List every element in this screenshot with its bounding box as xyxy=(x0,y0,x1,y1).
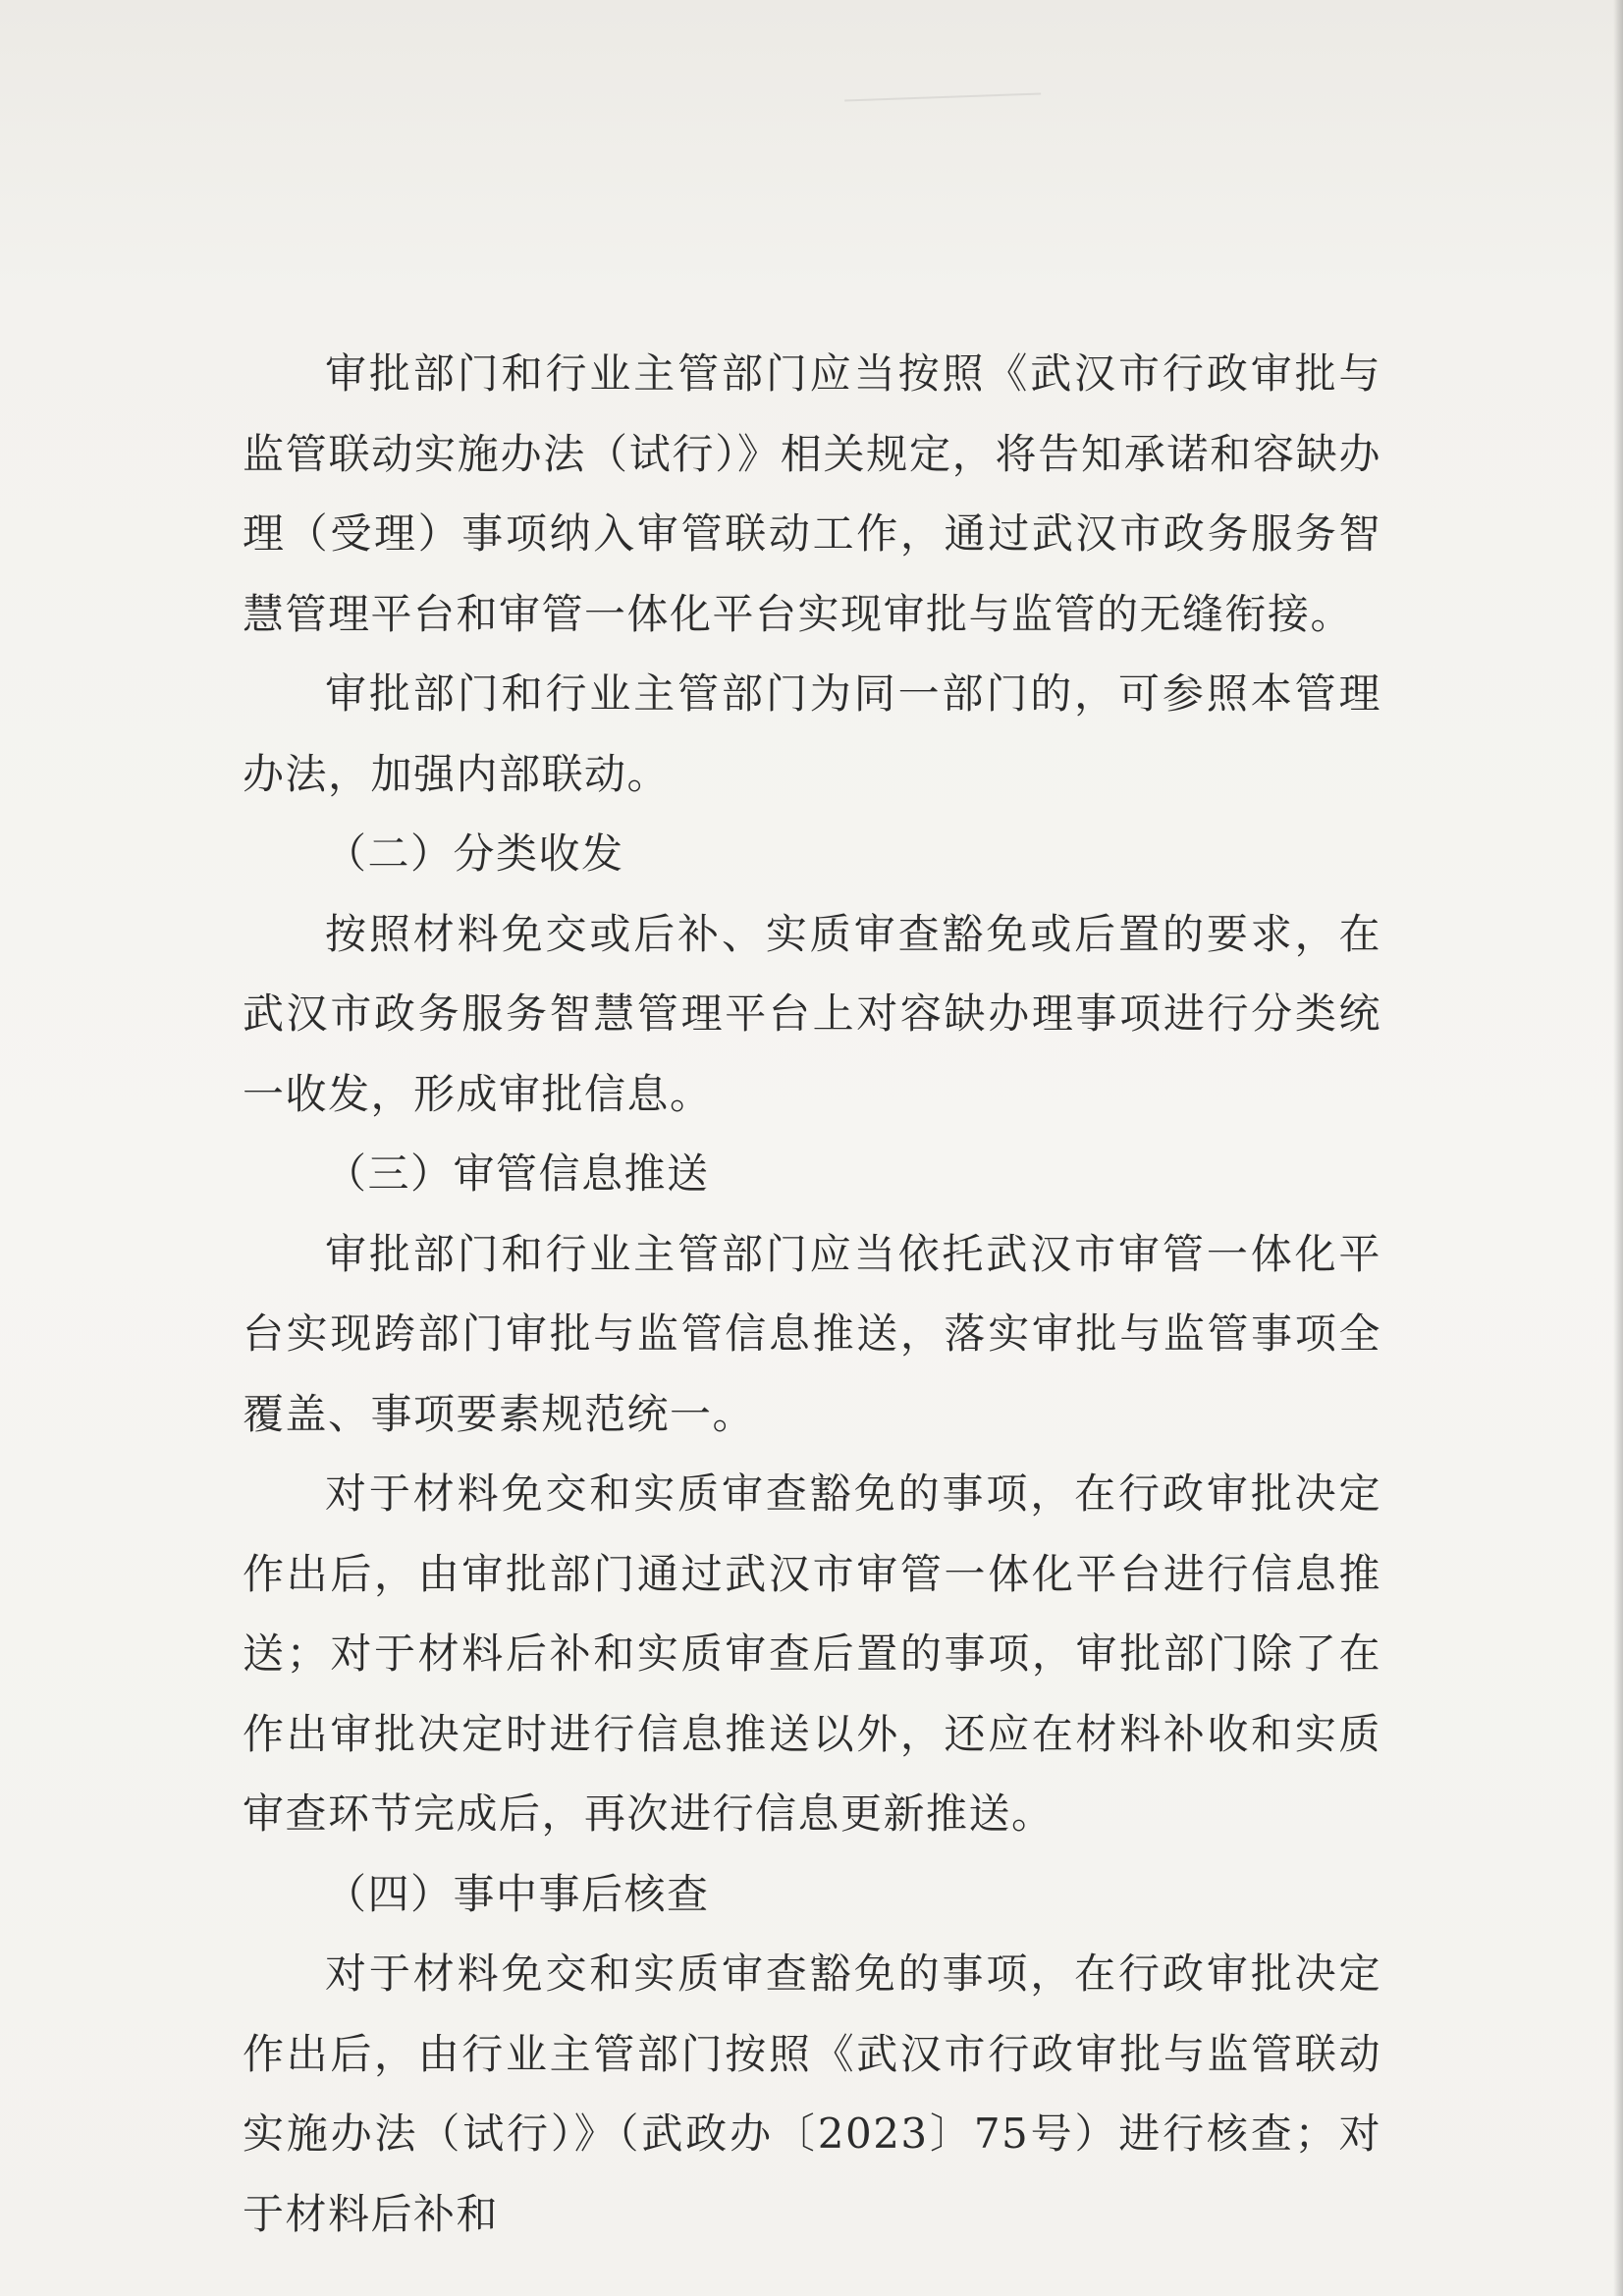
scan-artifact xyxy=(844,83,1041,102)
para-classify-distribute: 按照材料免交或后补、实质审查豁免或后置的要求，在武汉市政务服务智慧管理平台上对容缺办理事项进行分类统一收发，形成审批信息。 xyxy=(243,909,1381,1118)
document-body xyxy=(243,334,1381,2254)
heading-verification: （四）事中事后核查 xyxy=(325,1869,710,1918)
page-edge-shadow xyxy=(1613,0,1623,2296)
para-linkage-rules: 审批部门和行业主管部门应当按照《武汉市行政审批与监管联动实施办法（试行）》相关规定，将告知承诺和容缺办理（受理）事项纳入审管联动工作，通过武汉市政务服务智慧管理平台和审管一体化平台实现审批与监管的无缝衔接。 xyxy=(243,349,1381,638)
para-info-push: 审批部门和行业主管部门应当依托武汉市审管一体化平台实现跨部门审批与监管信息推送，落实审批与监管事项全覆盖、事项要素规范统一。 xyxy=(243,1229,1381,1438)
heading-info-push: （三）审管信息推送 xyxy=(325,1149,710,1198)
heading-classify-distribute: （二）分类收发 xyxy=(325,829,624,878)
para-push-timing: 对于材料免交和实质审查豁免的事项，在行政审批决定作出后，由审批部门通过武汉市审管一体化平台进行信息推送；对于材料后补和实质审查后置的事项，审批部门除了在作出审批决定时进行信息推送以外，还应在材料补收和实质审查环节完成后，再次进行信息更新推送。 xyxy=(243,1469,1381,1838)
para-verification: 对于材料免交和实质审查豁免的事项，在行政审批决定作出后，由行业主管部门按照《武汉市行政审批与监管联动实施办法（试行）》（武政办〔2023〕75号）进行核查；对于材料后补和 xyxy=(243,1949,1381,2238)
para-same-department: 审批部门和行业主管部门为同一部门的，可参照本管理办法，加强内部联动。 xyxy=(243,669,1381,798)
